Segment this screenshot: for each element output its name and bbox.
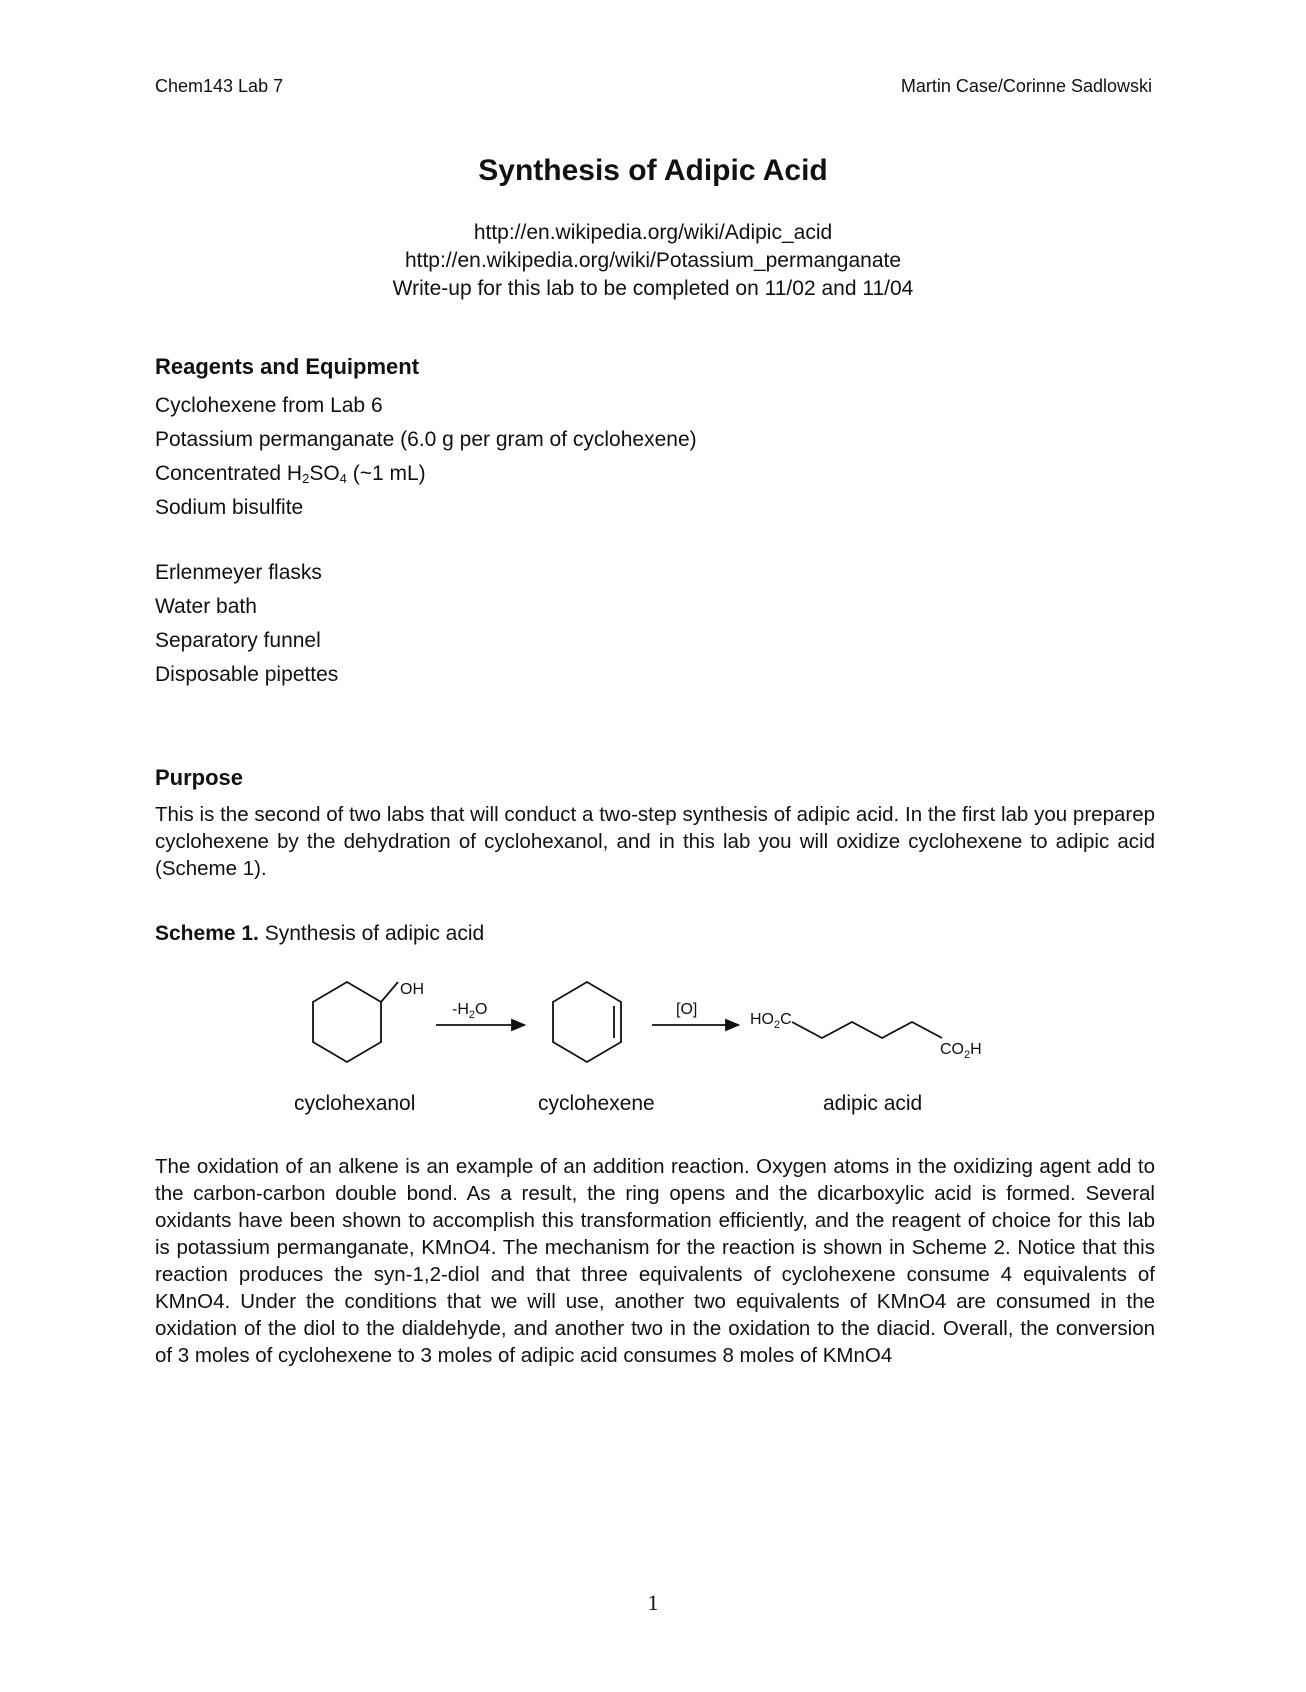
scheme-caption-label: Scheme 1. [155,922,259,945]
reagent-item: Sodium bisulfite [155,496,304,519]
reagent-item: Cyclohexene from Lab 6 [155,394,383,417]
document-title: Synthesis of Adipic Acid [478,154,828,187]
mechanism-paragraph: The oxidation of an alkene is an example of an addition reaction. Oxygen atoms in the oxidizing agent add to the carbon-carbon double bond. As a result, the ring opens and the dicarboxylic acid is formed. Several oxidants have been shown to accomplish this transformation efficiently, and the reagent of choice for this lab is potassium permanganate, KMnO4. The mechanism for the reaction is shown in Scheme 2. Notice that this reaction produces the syn-1,2-diol and that three equivalents of cyclohexene consume 4 equivalents of KMnO4. Under the conditions that we will use, another two equivalents of KMnO4 are consumed in the oxidation of the diol to the dialdehyde, and another two in the oxidation to the diacid. Overall, the conversion of 3 moles of cyclohexene to 3 moles of adipic acid consumes 8 moles of KMnO4 [155,1155,1155,1367]
header-course: Chem143 Lab 7 [155,76,284,96]
purpose-paragraph: This is the second of two labs that will conduct a two-step synthesis of adipic acid. In the first lab you preparep cyclohexene by the dehydration of cyclohexanol, and in this lab you will oxidize cyclohexene to adipic acid (Scheme 1). [155,803,1155,880]
equipment-list [155,556,338,692]
equipment-item: Separatory funnel [155,629,321,652]
page-number: 1 [647,1590,659,1615]
reagent-oxidation: [O] [676,1001,698,1018]
right-carboxyl-label: $CO_2H$ [940,1041,982,1061]
arrow-1 [436,1020,524,1030]
adipic-acid-chain [792,1022,942,1038]
reagents-list [155,389,697,525]
writeup-note: Write-up for this lab to be completed on 11/02 and 11/04 [392,277,914,300]
cyclohexanol-structure [313,982,398,1062]
reagent-item-sulfuric-acid: Concentrated $H_2SO_4$ (~1 mL) [155,462,426,486]
reagents-heading: Reagents and Equipment [155,354,420,379]
label-cyclohexene: cyclohexene [538,1092,655,1115]
label-adipic-acid: adipic acid [823,1092,923,1115]
purpose-heading: Purpose [155,765,244,790]
header-authors: Martin Case/Corinne Sadlowski [900,76,1152,96]
reagent-item: Potassium permanganate (6.0 g per gram of cyclohexene) [155,428,697,451]
equipment-item: Disposable pipettes [155,663,339,686]
reagent-dehydration: $-H_2O$ [452,1001,488,1021]
scheme-caption [155,922,484,946]
label-cyclohexanol: cyclohexanol [294,1092,416,1115]
link-potassium-permanganate[interactable]: http://en.wikipedia.org/wiki/Potassium_permanganate [404,249,902,272]
scheme-caption-text: Synthesis of adipic acid [258,922,485,945]
equipment-item: Water bath [155,595,257,618]
left-carboxyl-label: $HO_2C$ [750,1011,792,1031]
arrow-2 [652,1020,738,1030]
link-adipic-acid[interactable]: http://en.wikipedia.org/wiki/Adipic_acid [473,221,833,244]
reference-links [0,219,1306,303]
equipment-item: Erlenmeyer flasks [155,561,322,584]
oh-label: OH [400,981,424,998]
cyclohexene-structure [553,982,621,1062]
